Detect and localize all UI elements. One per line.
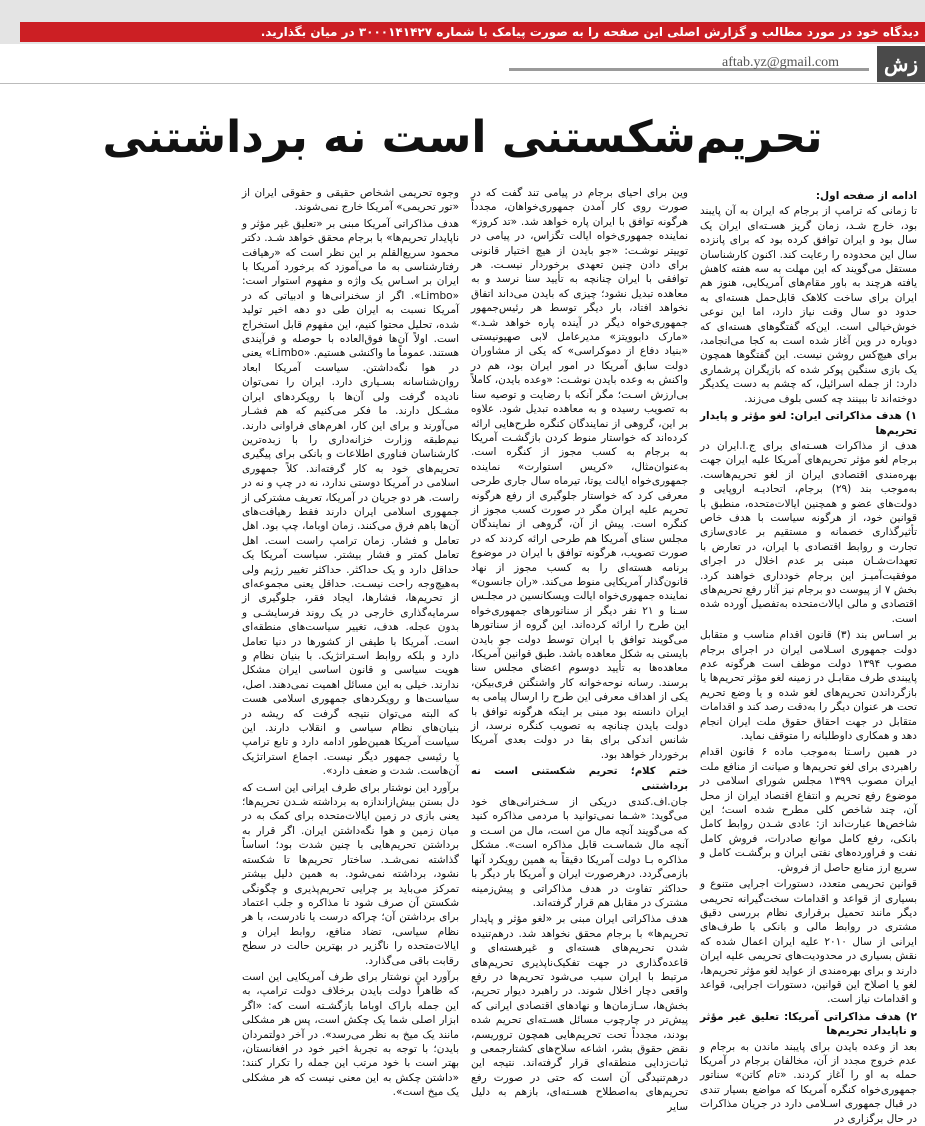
article-column-3: [242, 186, 460, 1099]
paragraph: در همین راسـتا به‌موجب ماده ۶ قانون اقدام راهبردی برای لغو تحریم‌ها و صیانت از منافع ملت ایران مصوب ۱۳۹۹ مجلس شورای اسلامی در موضوع رفع تحریم و انتفاع اقتصاد ایران از محل آن، چند شاخص کلی مطرح شده است؛ این شاخص‌ها عبارت‌اند از: عادی شـدن روابط کامل بانکی، رفع کامل موانع صادرات، فروش کامل نفت و فراورده‌های نفتی ایران و برگشـت کامل و سریع ارز منابع حاصل از فروش.: [700, 746, 917, 874]
contact-email[interactable]: aftab.yz@gmail.com: [722, 55, 840, 70]
article-column-1: [700, 186, 917, 1125]
article-body: [10, 186, 917, 1125]
subheading: ۲) هدف مذاکراتی آمریکا: تعلیق غیر مؤثر و ناپایدار تحریم‌ها: [700, 1010, 917, 1038]
paragraph: برآورد این نوشتار برای طرف آمریکایی این است که ظاهراً دولت بایدن برخلاف دولت ترامپ، به این جمله باراک اوباما بازگشـته است که: «اگر ابزار اصلی شما یک چکش است، پس هر مشکلی مانند یک میخ به نظر می‌رسد». در آخر دولتمردان بایدن؛ با توجه به تجربهٔ اخیر خود در افغانستان، بهتر است با خود مرتب این جمله را تکرار کنند: «داشتن چکش به این معنی نیست که هر مشکلی یک میخ است».: [242, 970, 459, 1099]
article-headline: تحریم‌شکستنی است نه برداشتنی: [102, 112, 823, 163]
paragraph: جان.اف.کندی دریکی از سـخنرانی‌های خود می‌گوید: «شـما نمی‌توانید با مردمی مذاکره کنید که می‌گویند آنچه مال من است، مال من اسـت و آنچه مال شماسـت قابل مذاکره است». مشکل مذاکره بـا دولت آمریکا دقیقاً به همین رویکرد آنها بازمی‌گردد. درهرصورت ایران و آمریکا بار دیگر با حداکثر تفاوت در هدف مذاکراتی و پیش‌زمینه مشترک در مقابل هم قرار گرفته‌اند.: [471, 796, 688, 909]
paragraph: بعد از وعده بایدن برای پایبند ماندن به برجام و عدم خروج مجدد از آن، مخالفان برجام در آمریکا حمله به او را آغاز کردند. «تام کاتن» سناتور جمهوری‌خواه کنگره آمریکا که مواضع بسیار تندی در قبال جمهوری اسـلامی دارد در جریان مذاکرات در حال برگزاری در: [700, 1040, 917, 1125]
paragraph: بر اسـاس بند (۳) قانون اقدام مناسب و متقابل دولت جمهوری اسـلامی ایران در اجرای برجام مصوب ۱۳۹۴ دولت موظف است هرگونه عدم پایبندی طرف مقابـل در زمینه لغو مؤثر تحریم‌ها یا بازگرداندن تحریم‌های لغو شده و یا وضع تحریم تحت هر عنوان دیگر را به‌دقت رصد کند و اقدامات متقابل در جهت احقاق حقوق ملت ایران انجام دهد و همکاری داوطلبانه را متوقف نماید.: [700, 629, 917, 743]
section-tab: زش: [877, 46, 925, 82]
paragraph: هدف از مذاکرات هسـته‌ای برای ج.ا.ایران در برجام لغو مؤثر تحریم‌های آمریکا علیه ایران جهت بهره‌مندی اقتصادی ایران از لغو تحریم‌هاست. به‌موجب بند (۲۹) برجام، اتحادیـه اروپایی و دولت‌های عضو و همچنین ایالات‌متحده، منطبق با قوانین خود، از هرگونه سیاست با هدف خاص تأثیرگذاری خصمانه و مستقیم بر عادی‌سازی تجارت و روابط اقتصادی با ایران، در تعارض با تعهدات‌شـان مبنی بر عدم اخلال در اجرای موفقیت‌آمیـز این برجام خودداری خواهند کرد. بخش ۷ از پیوست دو برجام نیز آثار رفع تحریم‌های اقتصادی و مالی ایالات‌متحده به‌تفصیل آورده شده است.: [700, 439, 917, 625]
paragraph: برآورد این نوشتار برای طرف ایرانی این اسـت که دل بستن بیش‌ازاندازه به برداشته شـدن تحریم‌ها؛ یعنی بازی در زمین ایالات‌متحده برای کمک به در میان زمین و هوا نگه‌داشتن ایران. اگر قرار به برداشتن تحریم‌هایی با چنین شدت بود؛ اساساً گذاشته نمی‌شـد. ساختار تحریم‌ها تا شکسته نشود، برداشته نمی‌شود. به همین دلیل بیشتر تمرکز می‌باید بر چرایی تحریم‌پذیری و چگونگی شکستن آن صرف شود تا مذاکره و جلب اعتماد برای برداشتن آن؛ چراکه درست یا نادرست، با هر نظام سیاسی، تضاد منافع، روابط ایران و ایالات‌متحده را ناگزیر در بهترین حالت در سطح رقابت باقی می‌گذارد.: [242, 781, 459, 967]
feedback-banner: دیدگاه خود در مورد مطالب و گزارش اصلی این صفحه را به صورت پیامک با شماره ۳۰۰۰۱۴۱۴۲۷ در میان بگذارید.: [20, 22, 925, 42]
paragraph: تا زمانی که ترامپ از برجام که ایران به آن پایبند بود، خارج شـد، زمان گریز هسـته‌ای ایران یک سال بود و ایران توافق کرده بود که برای پانزده سال این محدوده را رعایت کند. اکنون کارشناسان مستقل می‌گویند که این مهلت به سه هفته کاهش یافته هرچند به باور مقام‌های آمریکایی، هنوز هم ایران برای ساخت کلاهک قابل‌حمل هسته‌ای به حدود دو سال وقت نیاز دارد، اما این نوعی خوش‌خیالی است. این‌که گفتگوهای هسته‌ای که دوباره در وین آغاز شده است به کجا می‌انجامد، برای هیچ‌کس روشن نیست. این گفتگوها همچون یک بازی سنگین پوکر شده که بازیگران پرشماری دارد: از جمله اسرائیل، که چشم به دست یکدیگر دوخته‌اند تا ببینند چه کسی بلوف می‌زند.: [700, 205, 917, 405]
article-column-2: [471, 186, 688, 1113]
paragraph: وین برای احیای برجام در پیامی تند گفت که در صورت روی کار آمدن جمهوری‌خواهان، مجدداً هرگونه توافق با ایران پاره خواهد شد. «تد کروز» نماینده جمهوری‌خواه ایالت تگزاس، در پیامی در توییتر نوشـت: «جو بایدن از هیچ اختیار قانونی برای دادن چنین تعهدی برخوردار نیسـت. هر توافقی با ایران چنانچه به تأیید سنا نرسد و به معاهده تبدیل نشود؛ چیزی که بایدن می‌داند اتفاق نخواهد افتاد، بار دیگر توسط هر رئیس‌جمهور جمهوری‌خواه دیگر در آینده پاره خواهد شـد.» «مارک دابوویتز» مدیرعامل لابی صهیونیستی «بنیاد دفاع از دموکراسی» که یکی از مشاوران دولت سابق آمریکا در امور ایران بود، هم در واکنش به وعده بایدن نوشـت: «وعده بایدن، کاملاً بی‌ارزش اسـت؛ مگر آنکه با رضایت و توصیه سنا به تصویب رسیده و به معاهده تبدیل شود. علاوه بر این، گروهی از نمایندگان کنگره طرح‌هایی ارائه کرده‌اند که خواستار منوط کردن بازگشـت آمریکا به برجام به کسب مجوز از کنگره است. به‌عنوان‌مثال، «کریس استوارت» نماینده جمهوری‌خواه ایالت یوتا، تیرماه سال جاری طرحی معرفی کرد که خواستار جلوگیری از رفع هرگونه تحریم علیه ایران مگر در صورت کسب مجوز از کنگره است. پیش از آن، گروهی از نمایندگان مجلس سنای آمریکا هم طرحی ارائه کردند که در صورت تصویب، هرگونه توافق با ایران در موضوع برنامه هسته‌ای را به کسب مجوز از نهاد قانون‌گذار آمریکایی منوط می‌کند. «ران جانسون» نماینده جمهوری‌خواه ایالت ویسکانسین در مجلـس سـنا و ۲۱ نفر دیگر از سناتورهای جمهوری‌خواه این طرح را ارائه کرده‌اند. این گروه از سناتورها می‌گویند توافق با ایران توسط دولت جو بایدن بایستی به شکل معاهده باشد. طبق قوانین آمریکا، معاهده‌ها به تأیید دوسوم اعضای مجلس سنا برسند. رسانه نوحه‌خوانه کار واشنگتن فری‌بیکن، یکی از اهداف معرفی این طرح را ارسال پیامی به ایران دانسته بود مبنی بر اینکه هرگونه توافق با دولت بایدن چنانچه به تصویب کنگره نرسد، از شانس اندکی برای بقا در دولت بعدی آمریکا برخوردار خواهد بود.: [471, 187, 688, 761]
paragraph: وجوه تحریمی اشخاص حقیقی و حقوقی ایران از «تور تحریمی» آمریکا خارج نمی‌شوند.: [242, 187, 459, 214]
subheading: ۱) هدف مذاکراتی ایران: لغو مؤثر و پایدار تحریم‌ها: [700, 410, 917, 437]
paragraph: هدف مذاکراتی آمریکا مبنی بر «تعلیق غیر مؤثر و ناپایدار تحریم‌ها» با برجام محقق خواهد شـد. دکتر محمود سریع‌القلم بر این نظر است که «رهیافت رفتارشناسی به ما می‌آموزد که برخورد آمریکا با ایران بر اسـاس یک واژه و مفهوم استوار است: «Limbo». اگر از سخنرانی‌ها و ادبیاتی که در آمریکا نسبت به ایران طی دو دهه اخیر تولید شده، تحلیل محتوا کنیم، این مفهوم قابل استخراج است. اولاً آن‌ها فوق‌العاده با حوصله و فرآیندی هستند. عموماً ما واکنشی هستیم. «Limbo» یعنی در هوا نگه‌داشتن. سیاست آمریکا ابعاد روان‌شناسانه بسـیاری دارد. ایران را نمی‌توان نادیده گرفت ولی آن‌ها با رویکردهای ایران مشـکل دارند. ما فکر می‌کنیم که هم فشـار می‌آورند و برای این کار، اهرم‌های فراوانی دارند. نیم‌طبقه وزارت خزانه‌داری را با زبده‌ترین کارشناسان فناوری اطلاعات و بانکی برای پیگیری تحریم‌های خود به کار گرفته‌اند. کلاً جمهوری اسلامی در آمریکا دوستی ندارد، نه در چپ و نه در راست. هر دو جریان در آمریکا، تعریف مشترکی از جمهوری اسلامی ایران دارند فقط رهیافت‌های آن‌ها باهم فرق می‌کنند. زمان اوباما، چپ بود. اهل تعامل و فشار. زمان ترامپ راست است. اهل تعامل کمتر و فشار بیشتر. سیاست آمریکا یک حداقل دارد و یک حداکثر. حداکثر تغییر رژیم ولی به‌هیچ‌وجه راحت نیسـت. حداقل یعنی مجموعه‌ای از تحریم‌ها، فشارها، ایجاد فقر، جلوگیری از سرمایه‌گذاری خارجی در یک روند فرسایشـی و بدون عجله. هدف، تغییر سیاست‌های منطقه‌ای است. آمریکا با طیفی از کشورها در دنیا تعامل دارد و بلکه روابط اسـتراتژیک. با بنیان نظام و هویت سیاسی و قانون اساسی ایران مشکل ندارند. خیلی به این مسائل اهمیت نمی‌دهند. اصل، سیاست‌ها و رویکردهای جمهوری اسلامی هست که البته می‌توان نتیجه گرفت که ریشه در بنیان‌های نظام سیاسی و انقلاب دارند. این سیاست آمریکا همین‌طور ادامه دارد و تابع ترامپ یا رئیسی جمهور دیگر نیست. اجماع استراتژیک آن‌هاست. شدت و ضعف دارد».: [242, 217, 460, 778]
paragraph: قوانین تحریمی متعدد، دستورات اجرایی متنوع و بسیاری از قواعد و اقدامات سخت‌گیرانه تحریمی دیگر مانند تحمیل برقراری نظام بررسی دقیق مشتری در روابط مالی و بانکی با طرف‌های ایرانی از سال ۲۰۱۰ علیه ایران اعمال شده که نقش بسیاری در محدودیت‌های تحریمی علیه ایران دارند و برای بهره‌مندی از عواید لغو مؤثر تحریم‌ها، لغو یا اصلاح این قوانین، دستورات اجرایی، قواعد و اقدامات نیاز است.: [700, 878, 917, 1006]
subheading: ختم کلام؛ تحریم شکستنی است نه برداشتنی: [471, 766, 688, 792]
continued-heading: ادامه از صفحه اول:: [815, 190, 917, 202]
paragraph: هدف مذاکراتی ایران مبنی بر «لغو مؤثر و پایدار تحریم‌ها» با برجام محقق نخواهد شد. درهم‌تنیده شدن تحریم‌های هسته‌ای و غیرهسته‌ای و قاعده‌گذاری در جهت تفکیک‌ناپذیری تحریم‌های مرتبط با ایران سبب می‌شود تحریم‌ها در رفع واقعی دچار اخلال شوند. در راهبرد دیوار تحریم، بخش‌ها، سـازمان‌ها و نهادهای اقتصادی ایرانی که پیش‌تر در چارچوب مسائل هسـته‌ای تحریم شده بودند، مجدداً تحت تحریم‌هایی همچون تروریسم، نقض حقوق بشر، اشاعه سلاح‌های کشتارجمعی و ثبات‌زدایی منطقه‌ای قرار گرفته‌اند. نتیجه این درهم‌تنیدگی آن است که حتی در صورت رفع تحریم‌های به‌اصطلاح هسـته‌ای، بازهم به دلیل سایر: [471, 913, 688, 1113]
